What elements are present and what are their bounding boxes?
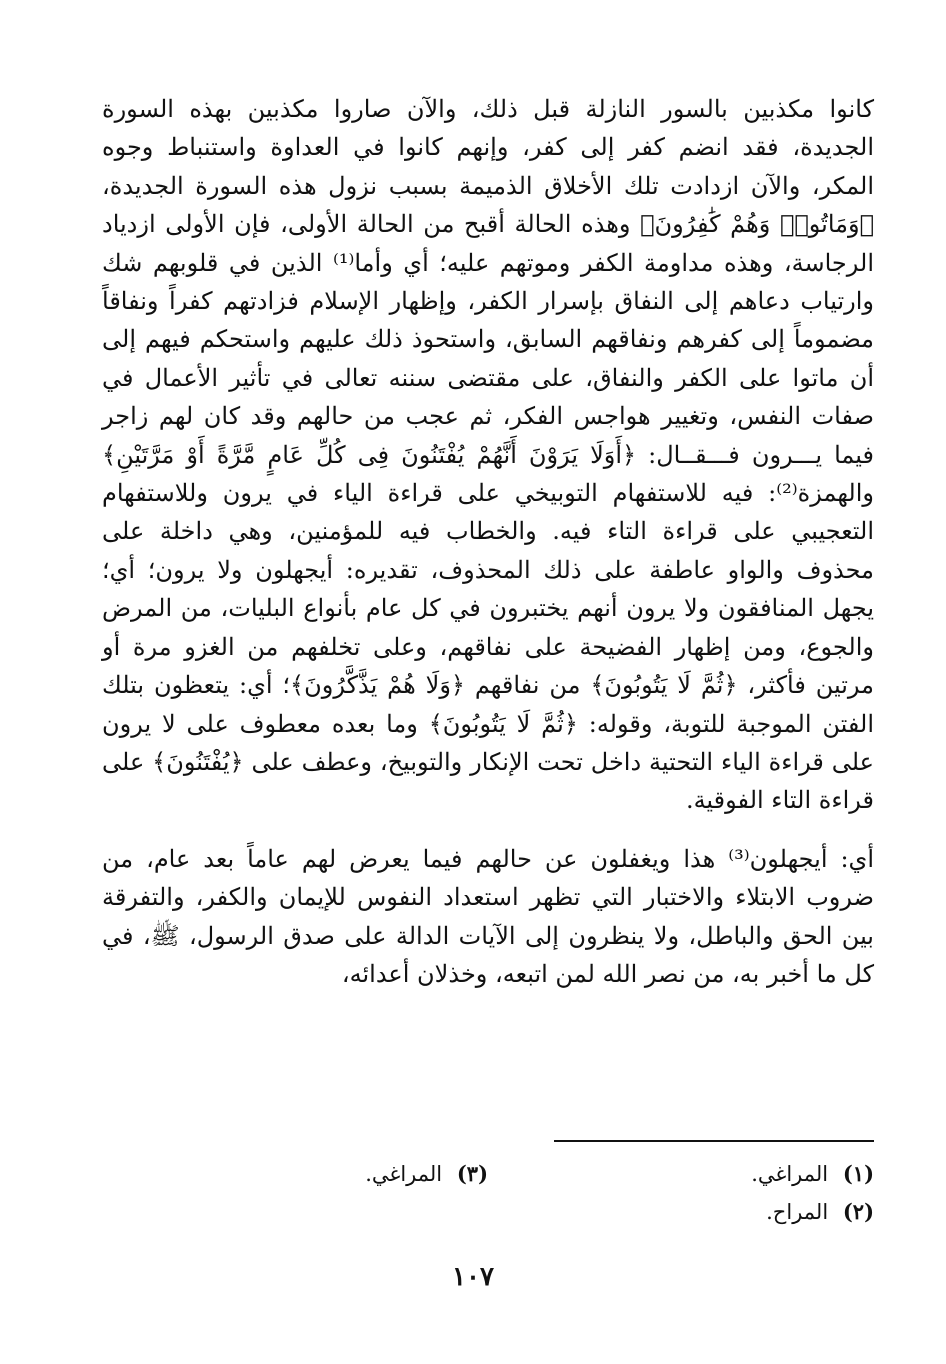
footnote-row-2 bbox=[102, 1192, 874, 1230]
footnote-separator bbox=[554, 1140, 874, 1142]
footnote-1-text: المراغي. bbox=[751, 1161, 829, 1186]
footnote-1 bbox=[488, 1161, 874, 1186]
main-text bbox=[102, 90, 874, 993]
footnote-2-text: المراح. bbox=[766, 1199, 829, 1224]
paragraph-2: أي: أيجهلون⁽³⁾ هذا ويغفلون عن حالهم فيما يعرض لهم عاماً بعد عام، من ضروب الابتلاء والاختبار التي تظهر استعداد النفوس للإيمان والكفر، والتفرقة بين الحق والباطل، ولا ينظرون إلى الآيات الدالة على صدق الرسول، ﷺ، في كل ما أخبر به، من نصر الله لمن اتبعه، وخذلان أعدائه، bbox=[102, 844, 875, 988]
page-number: ١٠٧ bbox=[452, 1262, 494, 1292]
footnote-3 bbox=[102, 1161, 488, 1186]
footnotes bbox=[102, 1154, 874, 1230]
footnote-row-1 bbox=[102, 1154, 874, 1192]
footnote-3-number: (٣) bbox=[456, 1160, 488, 1186]
footnote-1-number: (١) bbox=[842, 1160, 874, 1186]
footnote-3-text: المراغي. bbox=[365, 1161, 443, 1186]
paragraph-1: كانوا مكذبين بالسور النازلة قبل ذلك، والآن صاروا مكذبين بهذه السورة الجديدة، فقد انضم كفر إلى كفر، وإنهم كانوا في العداوة واستنباط وجوه المكر، والآن ازدادت تلك الأخلاق الذميمة بسبب نزول هذه السورة الجديدة، ﴿وَمَاتُوا۟ وَهُمْ كَٰفِرُونَ﴾ وهذه الحالة أقبح من الحالة الأولى، فإن الأولى ازدياد الرجاسة، وهذه مداومة الكفر وموتهم عليه؛ أي وأما⁽¹⁾ الذين في قلوبهم شك وارتياب دعاهم إلى النفاق بإسرار الكفر، وإظهار الإسلام فزادتهم كفراً ونفاقاً مضموماً إلى كفرهم ونفاقهم السابق، واستحوذ ذلك عليهم واستحكم فيهم إلى أن ماتوا على الكفر والنفاق، على مقتضى سننه تعالى في تأثير الأعمال في صفات النفس، وتغيير هواجس الفكر، ثم عجب من حالهم وقد كان لهم زاجر فيما يـــرون فـــقــال: ﴿أَوَلَا يَرَوْنَ أَنَّهُمْ يُفْتَنُونَ فِى كُلِّ عَامٍ مَّرَّةً أَوْ مَرَّتَيْنِ﴾ والهمزة⁽²⁾: فيه للاستفهام التوبيخي على قراءة الياء في يرون وللاستفهام التعجيبي على قراءة التاء فيه. والخطاب فيه للمؤمنين، وهي داخلة على محذوف والواو عاطفة على ذلك المحذوف، تقديره: أيجهلون ولا يرون؛ أي؛ يجهل المنافقون ولا يرون أنهم يختبرون في كل عام بأنواع البليات، من المرض والجوع، ومن إظهار الفضيحة على نفاقهم، وعلى تخلفهم من الغزو مرة أو مرتين فأكثر، ﴿ثُمَّ لَا يَتُوبُونَ﴾ من نفاقهم ﴿وَلَا هُمْ يَذَّكَّرُونَ﴾؛ أي: يتعظون بتلك الفتن الموجبة للتوبة، وقوله: ﴿ثُمَّ لَا يَتُوبُونَ﴾ وما بعده معطوف على لا يرون على قراءة الياء التحتية داخل تحت الإنكار والتوبيخ، وعطف على ﴿يُفْتَنُونَ﴾ على قراءة التاء الفوقية. bbox=[102, 95, 874, 815]
footnote-2 bbox=[474, 1199, 874, 1224]
footnote-2-number: (٢) bbox=[842, 1198, 874, 1224]
